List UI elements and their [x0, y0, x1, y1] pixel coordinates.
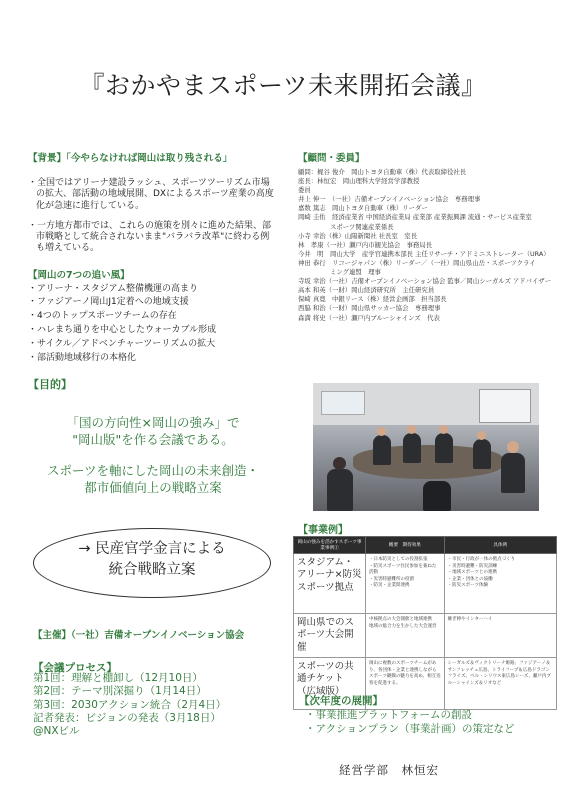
- purpose-line: スポーツを軸にした岡山の未来創造・: [46, 463, 259, 478]
- factor-item: ・ アリーナ・スタジアム整備機運の高まり: [28, 283, 278, 297]
- case-name: スタジアム・アリーナ×防災スポーツ拠点: [294, 554, 366, 614]
- cases-header-row: [294, 537, 557, 554]
- committee-line: 小寺 幸治（株）山陽新聞社 社長室 室長: [298, 231, 418, 240]
- sponsor-text: 【主催】（一社）吉備オープンイノベーション協会: [33, 630, 245, 641]
- photo-head: [377, 427, 386, 436]
- ellipse-line: 統合戦略立案: [108, 562, 196, 579]
- committee-line: スポーツ関連産業係長: [298, 222, 394, 231]
- factor-item: ・ サイクル／アドベンチャーツーリズムの拡大: [28, 338, 278, 352]
- case-summary: 岡山に複数のスポーツチームがあり、各団体・企業と連携しながらスポーツ観戦の魅力を高め、相互送客を促進する。: [366, 658, 445, 710]
- process-item: @NXビル: [33, 725, 80, 738]
- committee-line: 森満 将史（一社）瀬戸内ブルーシャインズ 代表: [298, 313, 440, 322]
- process-item: 第1回：理解と棚卸し（12月10日）: [33, 672, 203, 684]
- author-credit: 経営学部 林恒宏: [339, 763, 439, 777]
- photo-person: [403, 433, 421, 463]
- purpose-heading: 【目的】: [28, 378, 72, 392]
- committee-line: 西脇 和治（一財）岡山県サッカー協会 専務理事: [298, 304, 441, 313]
- right-column: [298, 150, 556, 323]
- committee-line: 林 孝康（一社）瀬戸内市観光協会 事務局長: [298, 240, 433, 249]
- photo-person: [423, 481, 451, 511]
- background-list: [28, 178, 278, 255]
- factor-item: ・ ファジアーノ岡山J1定着への地域支援: [28, 296, 278, 310]
- case-example: 継ぎ棒やインターハイ: [444, 614, 556, 658]
- factor-item: ・ ハレまち通りを中心としたウォーカブル形成: [28, 324, 278, 338]
- photo-screen: [479, 389, 531, 423]
- cases-table: [293, 536, 557, 710]
- process-item: 第3回：2030アクション統合（2月4日）: [33, 698, 227, 711]
- table-row: [294, 554, 557, 614]
- photo-person: [327, 469, 353, 511]
- case-name: 岡山県でのスポーツ大会開催: [294, 614, 366, 658]
- factor-item: ・ 部活動地域移行の本格化: [28, 352, 278, 366]
- committee-line: 顧問：梶谷 俊介 岡山トヨタ自動車（株）代表取締役社長: [298, 168, 467, 176]
- cases-header-cell: 具体例: [444, 537, 556, 554]
- case-name: スポーツの共通チケット（広域版）: [294, 658, 366, 710]
- background-item: ・ 一方地方都市では、これらの施策を別々に進めた結果、部市戦略として統合されないまま"バラバラ改革"に終わる例も増えている。: [28, 221, 278, 255]
- poster-title: 『おかやまスポーツ未来開拓会議』: [79, 71, 487, 100]
- committee-heading: 【顧問・委員】: [298, 153, 365, 164]
- photo-head: [333, 457, 346, 470]
- factors-heading: 【岡山の7つの追い風】: [28, 269, 130, 281]
- case-example: シーガルズ＆ヴィクトリーナ姫路、ファジアーノ＆サンフレッチェ広島、トライフープ＆広島ドラゴンフライズ、ベル・シリウス東広島シーズ、瀬戸内ブルーシャインズ＆リオなど: [444, 658, 556, 710]
- next-item: ・ 事業推進プラットフォームの創設: [305, 708, 514, 722]
- committee-line: 委員: [298, 186, 311, 195]
- purpose-line: "岡山版"を作る会議である。: [72, 431, 234, 447]
- process-item: 第2回：テーマ別深掘り（1月14日）: [33, 685, 207, 698]
- process-heading: 【会議プロセス】: [33, 662, 117, 674]
- table-row: [294, 614, 557, 658]
- meeting-photo: [313, 383, 539, 511]
- background-heading: 【背景】「今やらなければ岡山は取り残される」: [28, 153, 233, 164]
- committee-list: [298, 168, 556, 323]
- committee-line: 井上 伸一 （一社）吉備オープンイノベーション協会 専務理事: [298, 195, 481, 204]
- factor-item: ・ 4つのトップスポーツチームの存在: [28, 310, 278, 324]
- committee-line: 嘉数 篤志 岡山トヨタ自動車（株）リーダー: [298, 204, 428, 213]
- left-column: [28, 150, 278, 392]
- case-summary: 中核拠点の大会開催と地域連携 地域の総合力を生かした大会運営: [366, 614, 445, 658]
- photo-head: [477, 431, 486, 440]
- process-item: 記者発表：ビジョンの発表（3月18日）: [33, 711, 221, 724]
- purpose-statement: [28, 415, 278, 449]
- case-summary: ・日本防災としての役割拡張 ・防災スポーツ住民参加を兼ねた活動 ・災害時避難所の役割 ・防災・企業間連携: [366, 554, 445, 614]
- next-list: [305, 708, 514, 736]
- photo-person: [373, 435, 391, 465]
- purpose-line: 都市価値向上の戦略立案: [84, 479, 222, 495]
- next-heading: 【次年度の展開】: [299, 695, 383, 707]
- purpose-goal: [20, 463, 286, 497]
- cases-header-cell: 岡山の強みを活かすスポーツ事業事例①: [294, 537, 366, 554]
- committee-line: 高本 和英（一財）岡山経済研究所 主任研究員: [298, 286, 435, 295]
- photo-person: [501, 453, 525, 493]
- background-item: ・ 全国ではアリーナ建設ラッシュ、スポーツツーリズム市場の拡大、部活動の地域展開、DXによるスポーツ産業の高度化が急速に進行している。: [28, 178, 278, 212]
- photo-head: [407, 425, 416, 434]
- committee-line: ミング連盟 理事: [298, 268, 381, 277]
- committee-line: 神田 恭行 リコージャパン（株）リーダー／（一社）岡山県山岳・スポーツクライ: [298, 258, 536, 267]
- ellipse-line: → 民産官学金言による: [78, 541, 226, 557]
- strategy-ellipse: [33, 528, 271, 598]
- case-example: ・市民・行政が一体の拠点づくり ・災害時避難・防災訓練 ・地域スポーツとの連携 ・企業・団体との協働 ・防災スポーツ体験: [444, 554, 556, 614]
- committee-line: 座長：林恒宏 岡山理科大学経営学部教授: [298, 177, 420, 186]
- factors-list: [28, 283, 278, 367]
- next-item: ・ アクションプラン（事業計画）の策定など: [305, 722, 514, 736]
- committee-line: 岡崎 圭佑 経済産業省 中国経済産業局 産業部 産業振興課 流通・サービス産業室: [298, 213, 532, 222]
- committee-line: 今井 明 岡山大学 産学官連携本部長 主任リサーチ・アドミニストレーター（URA）: [298, 249, 550, 258]
- photo-head: [507, 441, 519, 453]
- photo-head: [439, 425, 448, 434]
- cases-heading: 【事業例】: [298, 525, 348, 536]
- purpose-line: 「国の方向性×岡山の強み」で: [66, 415, 240, 430]
- process-list: [33, 672, 283, 739]
- cases-header-cell: 概要 期待効果: [366, 537, 445, 554]
- committee-line: 寺坂 幸治（一社）吉備オープンイノベーション協会 監事／岡山シーガルズ アドバイザー: [298, 277, 552, 286]
- committee-line: 保崎 真寛 中銀リース（株）経営企画部 担当部長: [298, 295, 447, 304]
- photo-window: [321, 391, 365, 415]
- photo-person: [435, 433, 453, 463]
- photo-person: [473, 439, 491, 469]
